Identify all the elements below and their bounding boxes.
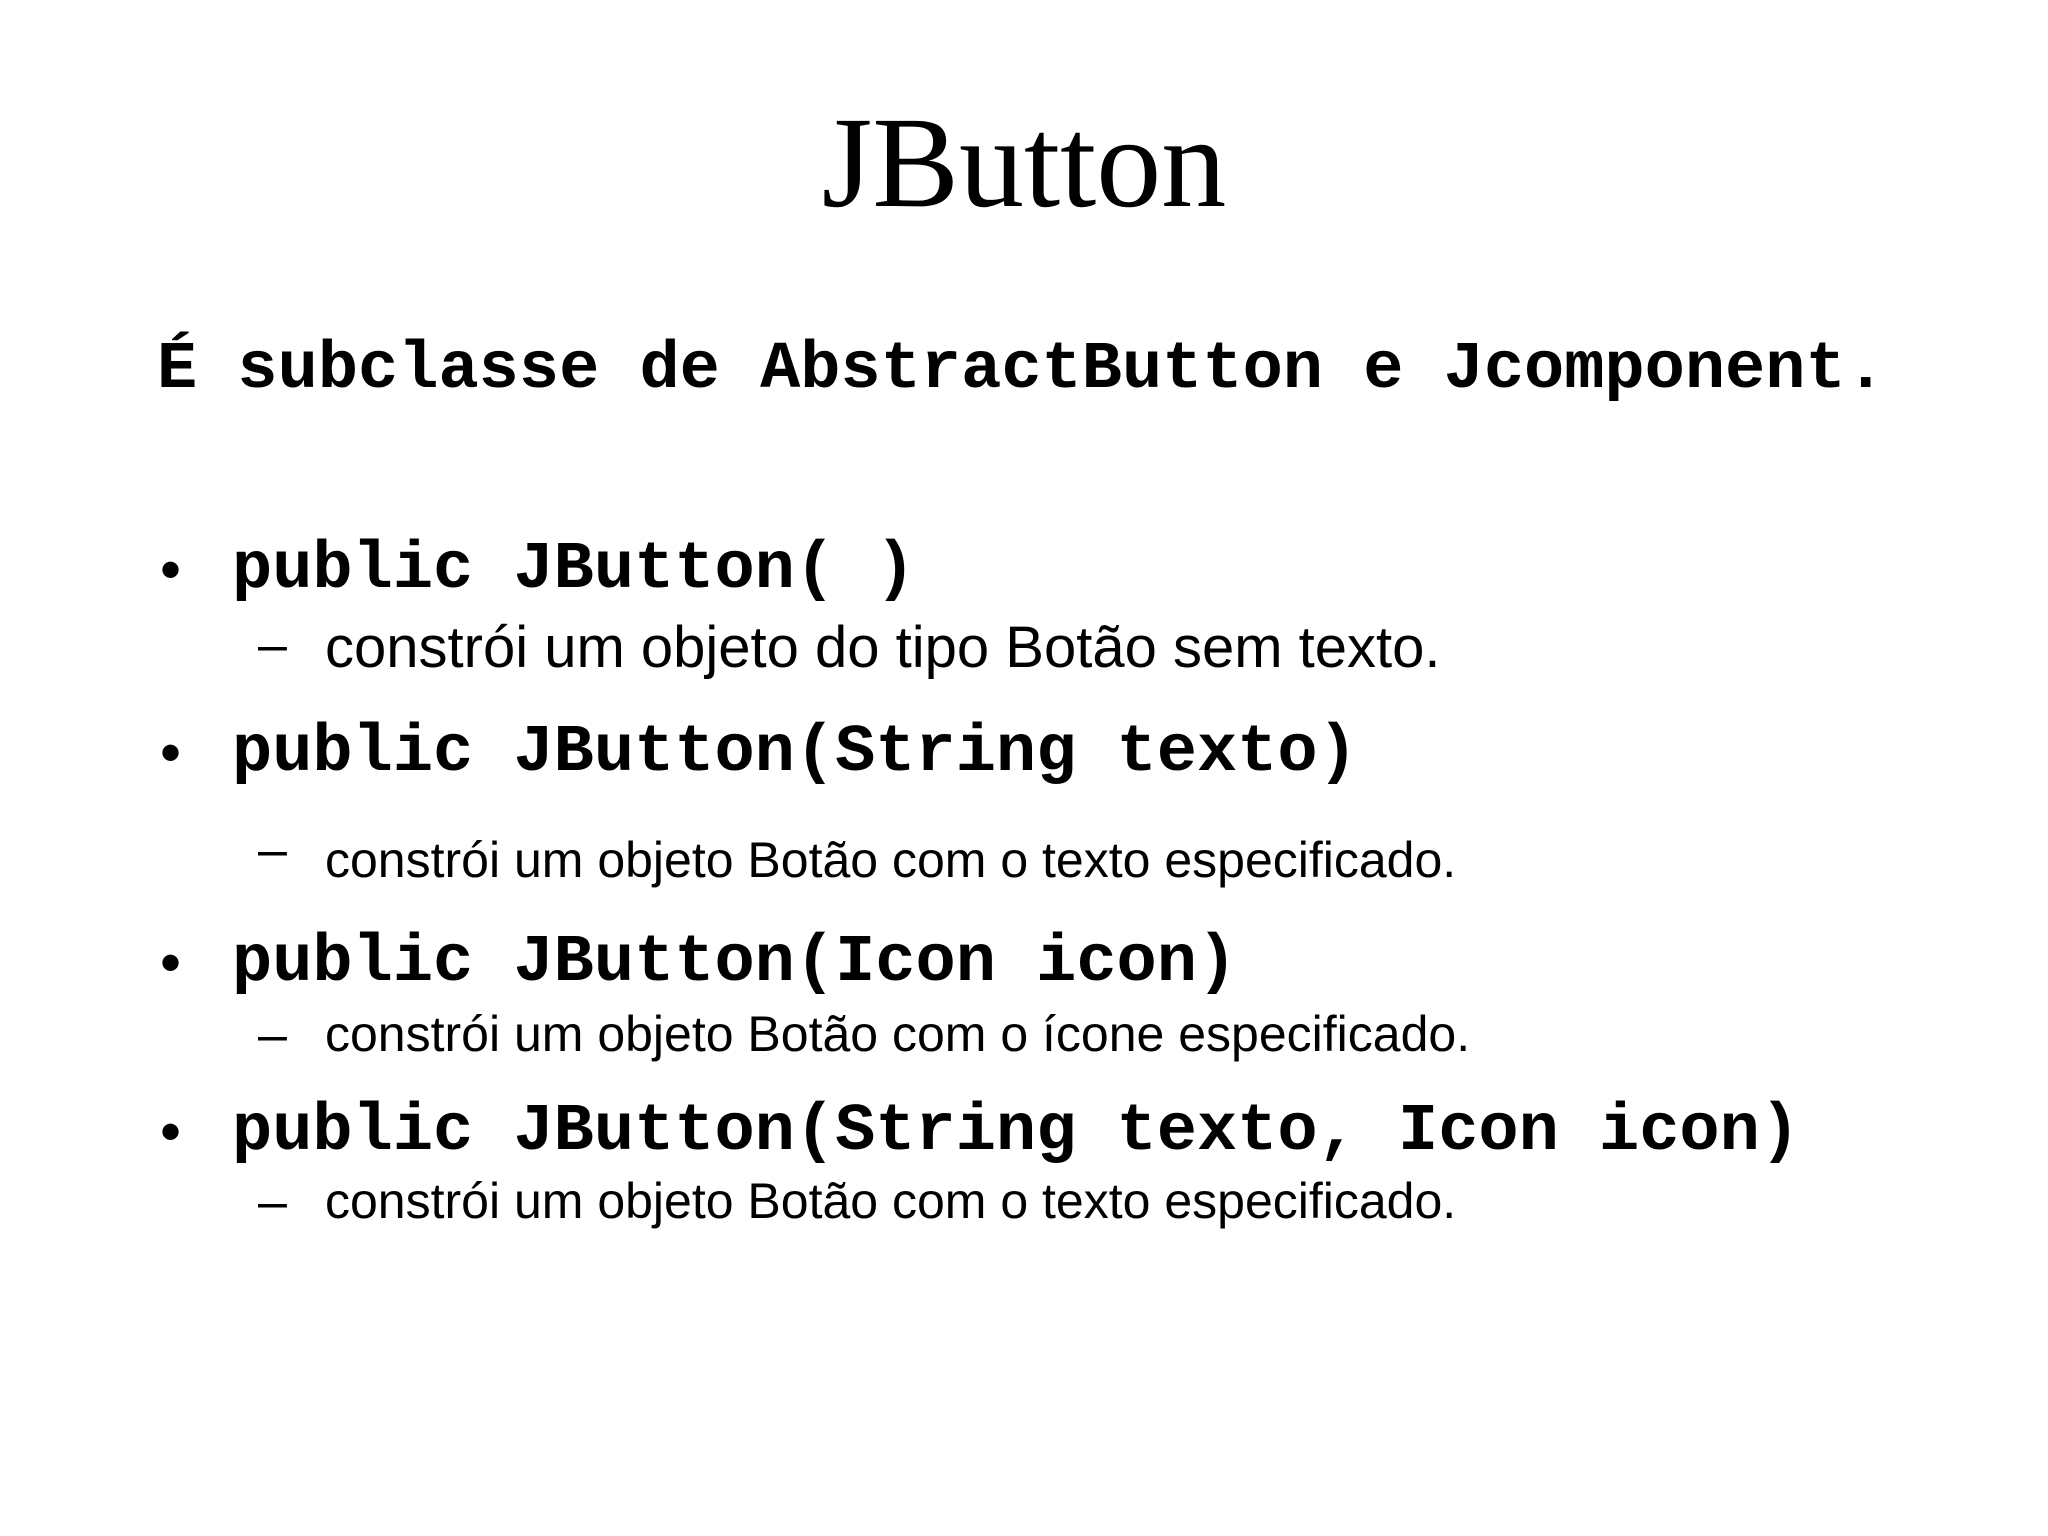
constructor-signature: public JButton(Icon icon)	[232, 925, 1238, 1001]
constructor-description: constrói um objeto Botão com o ícone especificado.	[325, 1006, 1471, 1062]
constructor-description: constrói um objeto Botão com o texto especificado.	[325, 832, 1457, 888]
constructor-signature: public JButton(String texto, Icon icon)	[232, 1094, 1801, 1170]
constructor-description: constrói um objeto Botão com o texto especificado.	[325, 1173, 1457, 1229]
dash-icon: –	[258, 616, 287, 674]
constructor-signature: public JButton(String texto)	[232, 715, 1358, 791]
constructor-signature: public JButton( )	[232, 532, 916, 608]
dash-icon: –	[258, 1006, 287, 1064]
dash-icon: –	[258, 821, 287, 879]
bullet-icon: •	[160, 719, 182, 786]
slide-title: JButton	[821, 91, 1227, 235]
constructor-description: constrói um objeto do tipo Botão sem texto.	[325, 615, 1441, 680]
bullet-icon: •	[160, 536, 182, 603]
bullet-icon: •	[160, 1098, 182, 1165]
slide-subtitle: É subclasse de AbstractButton e Jcomponent.	[157, 332, 1886, 408]
dash-icon: –	[258, 1173, 287, 1231]
bullet-icon: •	[160, 929, 182, 996]
